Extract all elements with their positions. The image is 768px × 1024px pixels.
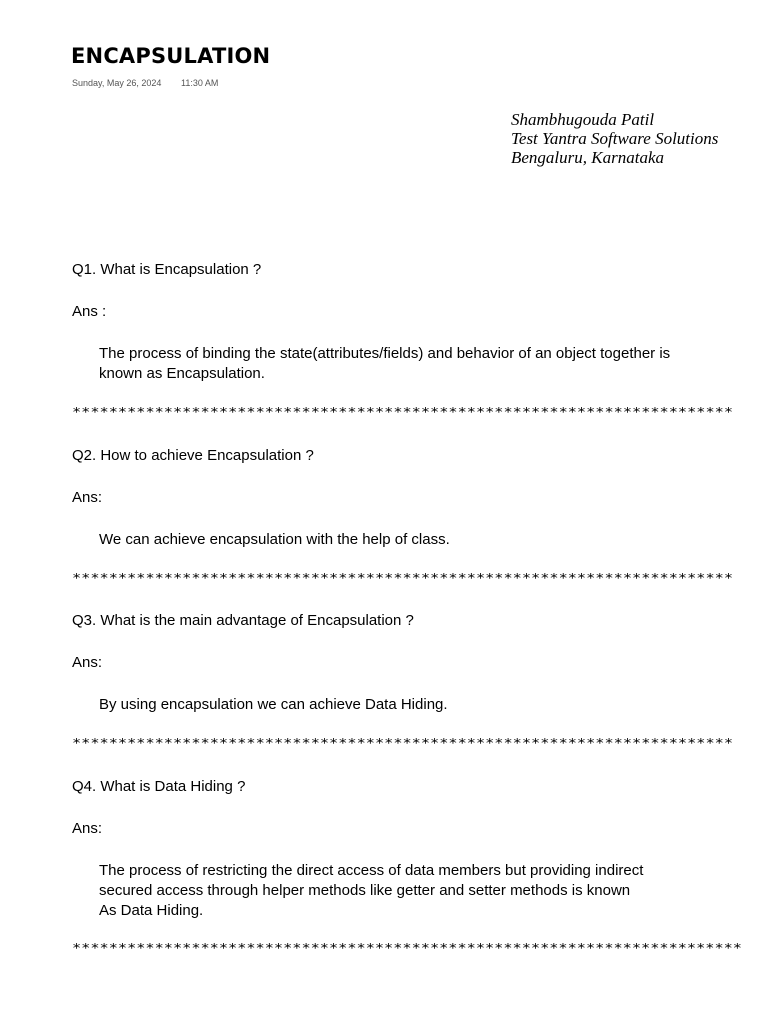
answer-label-2: Ans: [72,489,103,506]
separator-4: ************************************************************************* [72,941,742,955]
page-date: Sunday, May 26, 2024 [72,78,162,88]
answer-line: We can achieve encapsulation with the help of class. [99,531,450,548]
answer-label-1: Ans : [72,303,107,320]
answer-text-3 [99,695,749,715]
answer-text-1 [99,344,749,384]
answer-line: secured access through helper methods like getter and setter methods is known [99,882,631,899]
answer-text-4 [99,861,749,921]
author-block [511,110,718,167]
author-location: Bengaluru, Karnataka [511,148,664,167]
author-company: Test Yantra Software Solutions [511,129,719,148]
author-name: Shambhugouda Patil [511,110,655,129]
separator-2: ************************************************************************ [72,571,733,585]
page-time: 11:30 AM [181,78,219,88]
answer-text-2 [99,530,749,550]
answer-line: The process of binding the state(attributes/fields) and behavior of an object together is [99,345,671,362]
answer-line: known as Encapsulation. [99,365,265,382]
answer-label-4: Ans: [72,820,103,837]
answer-line: By using encapsulation we can achieve Data Hiding. [99,696,448,713]
question-3: Q3. What is the main advantage of Encapsulation ? [72,612,414,629]
page-title: ENCAPSULATION [71,44,271,68]
answer-label-3: Ans: [72,654,103,671]
question-2: Q2. How to achieve Encapsulation ? [72,447,314,464]
answer-line: The process of restricting the direct access of data members but providing indirect [99,862,644,879]
separator-1: ************************************************************************ [72,405,733,419]
question-4: Q4. What is Data Hiding ? [72,778,246,795]
answer-line: As Data Hiding. [99,902,204,919]
question-1: Q1. What is Encapsulation ? [72,261,262,278]
separator-3: ************************************************************************ [72,736,733,750]
